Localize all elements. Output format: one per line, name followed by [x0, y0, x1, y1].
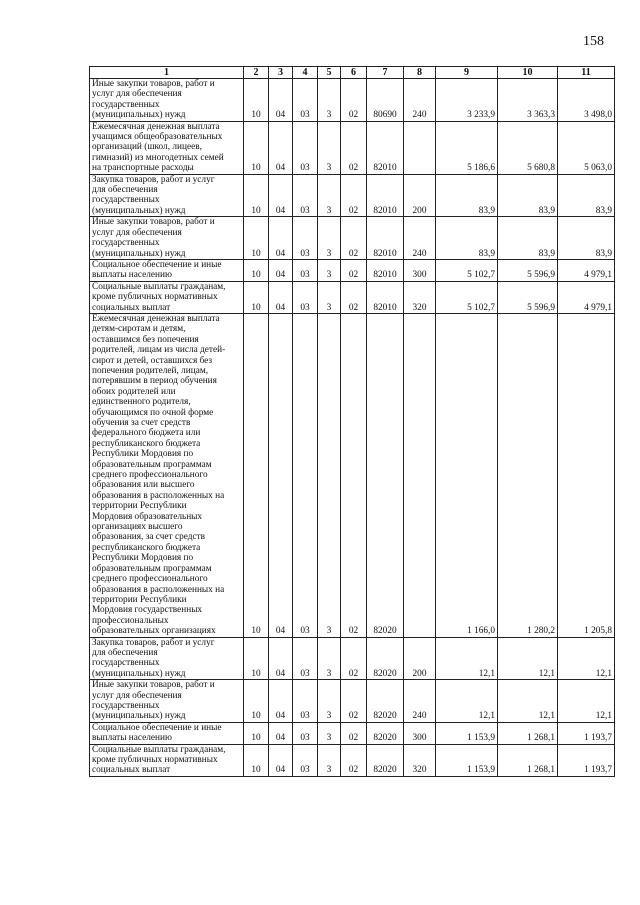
amount-cell: 5 102,7	[436, 259, 498, 281]
code-cell: 3	[318, 680, 341, 723]
table-row	[90, 217, 615, 260]
code-cell: 320	[404, 281, 436, 313]
code-cell: 02	[341, 637, 367, 680]
amount-cell: 4 979,1	[558, 281, 615, 313]
table-row	[90, 174, 615, 217]
code-cell: 03	[293, 637, 318, 680]
amount-cell: 1 280,2	[498, 313, 558, 637]
table-row	[90, 313, 615, 637]
code-cell: 03	[293, 281, 318, 313]
code-cell: 3	[318, 121, 341, 174]
row-name: Ежемесячная денежная выплата учащимся общеобразовательных организаций (школ, лицеев, гимназий) из многодетных семей на транспортные расходы	[90, 121, 244, 174]
code-cell	[404, 313, 436, 637]
amount-cell: 5 186,6	[436, 121, 498, 174]
code-cell: 04	[269, 174, 293, 217]
column-header: 11	[558, 67, 615, 79]
row-name: Социальные выплаты гражданам, кроме публичных нормативных социальных выплат	[90, 281, 244, 313]
code-cell: 03	[293, 680, 318, 723]
amount-cell: 3 233,9	[436, 79, 498, 122]
amount-cell: 83,9	[558, 174, 615, 217]
code-cell: 10	[244, 281, 269, 313]
amount-cell: 4 979,1	[558, 259, 615, 281]
code-cell: 10	[244, 217, 269, 260]
code-cell: 10	[244, 680, 269, 723]
amount-cell: 3 498,0	[558, 79, 615, 122]
amount-cell: 1 268,1	[498, 744, 558, 776]
row-name: Закупка товаров, работ и услуг для обеспечения государственных (муниципальных) нужд	[90, 174, 244, 217]
code-cell: 04	[269, 313, 293, 637]
row-name: Социальные выплаты гражданам, кроме публичных нормативных социальных выплат	[90, 744, 244, 776]
code-cell: 300	[404, 722, 436, 744]
column-header: 10	[498, 67, 558, 79]
code-cell: 03	[293, 744, 318, 776]
amount-cell: 5 680,8	[498, 121, 558, 174]
code-cell: 03	[293, 217, 318, 260]
code-cell: 04	[269, 217, 293, 260]
code-cell: 04	[269, 79, 293, 122]
amount-cell: 5 063,0	[558, 121, 615, 174]
amount-cell: 12,1	[558, 680, 615, 723]
code-cell: 03	[293, 121, 318, 174]
code-cell: 02	[341, 281, 367, 313]
row-name: Социальное обеспечение и иные выплаты населению	[90, 722, 244, 744]
code-cell: 02	[341, 259, 367, 281]
amount-cell: 1 153,9	[436, 722, 498, 744]
code-cell: 82010	[367, 217, 404, 260]
code-cell: 3	[318, 174, 341, 217]
code-cell: 82020	[367, 722, 404, 744]
column-header: 2	[244, 67, 269, 79]
code-cell: 03	[293, 259, 318, 281]
code-cell: 240	[404, 79, 436, 122]
amount-cell: 12,1	[436, 637, 498, 680]
code-cell: 02	[341, 722, 367, 744]
amount-cell: 5 102,7	[436, 281, 498, 313]
code-cell: 3	[318, 259, 341, 281]
code-cell: 02	[341, 680, 367, 723]
table-row	[90, 744, 615, 776]
code-cell: 02	[341, 744, 367, 776]
amount-cell: 1 153,9	[436, 744, 498, 776]
code-cell: 3	[318, 217, 341, 260]
code-cell: 02	[341, 79, 367, 122]
code-cell: 02	[341, 121, 367, 174]
code-cell: 82010	[367, 121, 404, 174]
amount-cell: 12,1	[498, 680, 558, 723]
code-cell: 04	[269, 680, 293, 723]
amount-cell: 12,1	[436, 680, 498, 723]
amount-cell: 5 596,9	[498, 281, 558, 313]
code-cell: 82010	[367, 281, 404, 313]
table-row	[90, 722, 615, 744]
code-cell: 03	[293, 79, 318, 122]
amount-cell: 1 166,0	[436, 313, 498, 637]
code-cell: 3	[318, 744, 341, 776]
table-row	[90, 680, 615, 723]
code-cell: 10	[244, 744, 269, 776]
amount-cell: 1 268,1	[498, 722, 558, 744]
column-header: 5	[318, 67, 341, 79]
code-cell: 10	[244, 722, 269, 744]
code-cell: 04	[269, 637, 293, 680]
amount-cell: 12,1	[498, 637, 558, 680]
row-name: Закупка товаров, работ и услуг для обеспечения государственных (муниципальных) нужд	[90, 637, 244, 680]
code-cell: 03	[293, 313, 318, 637]
row-name: Иные закупки товаров, работ и услуг для обеспечения государственных (муниципальных) нужд	[90, 79, 244, 122]
column-header: 4	[293, 67, 318, 79]
code-cell: 240	[404, 217, 436, 260]
page-number: 158	[583, 34, 604, 49]
amount-cell: 1 193,7	[558, 744, 615, 776]
code-cell: 82020	[367, 744, 404, 776]
code-cell: 10	[244, 637, 269, 680]
row-name: Иные закупки товаров, работ и услуг для обеспечения государственных (муниципальных) нужд	[90, 217, 244, 260]
code-cell: 82010	[367, 174, 404, 217]
code-cell: 82020	[367, 637, 404, 680]
table-row	[90, 637, 615, 680]
table-row	[90, 79, 615, 122]
amount-cell: 83,9	[498, 217, 558, 260]
budget-table	[89, 66, 615, 777]
code-cell: 3	[318, 313, 341, 637]
code-cell: 04	[269, 281, 293, 313]
table-row	[90, 121, 615, 174]
column-header: 1	[90, 67, 244, 79]
code-cell: 10	[244, 121, 269, 174]
row-name: Иные закупки товаров, работ и услуг для обеспечения государственных (муниципальных) нужд	[90, 680, 244, 723]
column-header: 8	[404, 67, 436, 79]
code-cell: 10	[244, 79, 269, 122]
amount-cell: 83,9	[436, 217, 498, 260]
amount-cell: 1 193,7	[558, 722, 615, 744]
code-cell: 04	[269, 121, 293, 174]
code-cell: 3	[318, 722, 341, 744]
row-name: Ежемесячная денежная выплата детям-сиротам и детям, оставшимся без попечения родителей, лицам из числа детей- сирот и детей, оставшихся без попечения родителей, лицам, потерявшим в период обучения обоих родителей или единственного родителя, обучающимся по очной форме обучения за счет средств федерального бюджета или республиканского бюджета Республики Мордовия по образовательным программам среднего профессионального образования или высшего образования в расположенных на территории Республики Мордовия образовательных организациях высшего образования, за счет средств республиканского бюджета Республики Мордовия по образовательным программам среднего профессионального образования в расположенных на территории Республики Мордовия государственных профессиональных образовательных организациях	[90, 313, 244, 637]
code-cell: 320	[404, 744, 436, 776]
code-cell: 80690	[367, 79, 404, 122]
code-cell: 200	[404, 637, 436, 680]
code-cell: 240	[404, 680, 436, 723]
amount-cell: 83,9	[436, 174, 498, 217]
code-cell: 02	[341, 217, 367, 260]
code-cell: 10	[244, 313, 269, 637]
code-cell: 82020	[367, 313, 404, 637]
amount-cell: 83,9	[558, 217, 615, 260]
column-header: 6	[341, 67, 367, 79]
header-row	[90, 67, 615, 79]
code-cell: 03	[293, 174, 318, 217]
amount-cell: 5 596,9	[498, 259, 558, 281]
code-cell: 04	[269, 722, 293, 744]
code-cell: 02	[341, 313, 367, 637]
code-cell: 3	[318, 281, 341, 313]
code-cell: 04	[269, 259, 293, 281]
code-cell: 82010	[367, 259, 404, 281]
column-header: 9	[436, 67, 498, 79]
row-name: Социальное обеспечение и иные выплаты населению	[90, 259, 244, 281]
amount-cell: 1 205,8	[558, 313, 615, 637]
code-cell: 200	[404, 174, 436, 217]
column-header: 3	[269, 67, 293, 79]
code-cell: 300	[404, 259, 436, 281]
code-cell: 10	[244, 259, 269, 281]
table-row	[90, 281, 615, 313]
amount-cell: 12,1	[558, 637, 615, 680]
code-cell: 03	[293, 722, 318, 744]
code-cell: 82020	[367, 680, 404, 723]
amount-cell: 3 363,3	[498, 79, 558, 122]
code-cell: 3	[318, 79, 341, 122]
code-cell	[404, 121, 436, 174]
column-header: 7	[367, 67, 404, 79]
table-row	[90, 259, 615, 281]
code-cell: 04	[269, 744, 293, 776]
amount-cell: 83,9	[498, 174, 558, 217]
code-cell: 02	[341, 174, 367, 217]
code-cell: 3	[318, 637, 341, 680]
code-cell: 10	[244, 174, 269, 217]
